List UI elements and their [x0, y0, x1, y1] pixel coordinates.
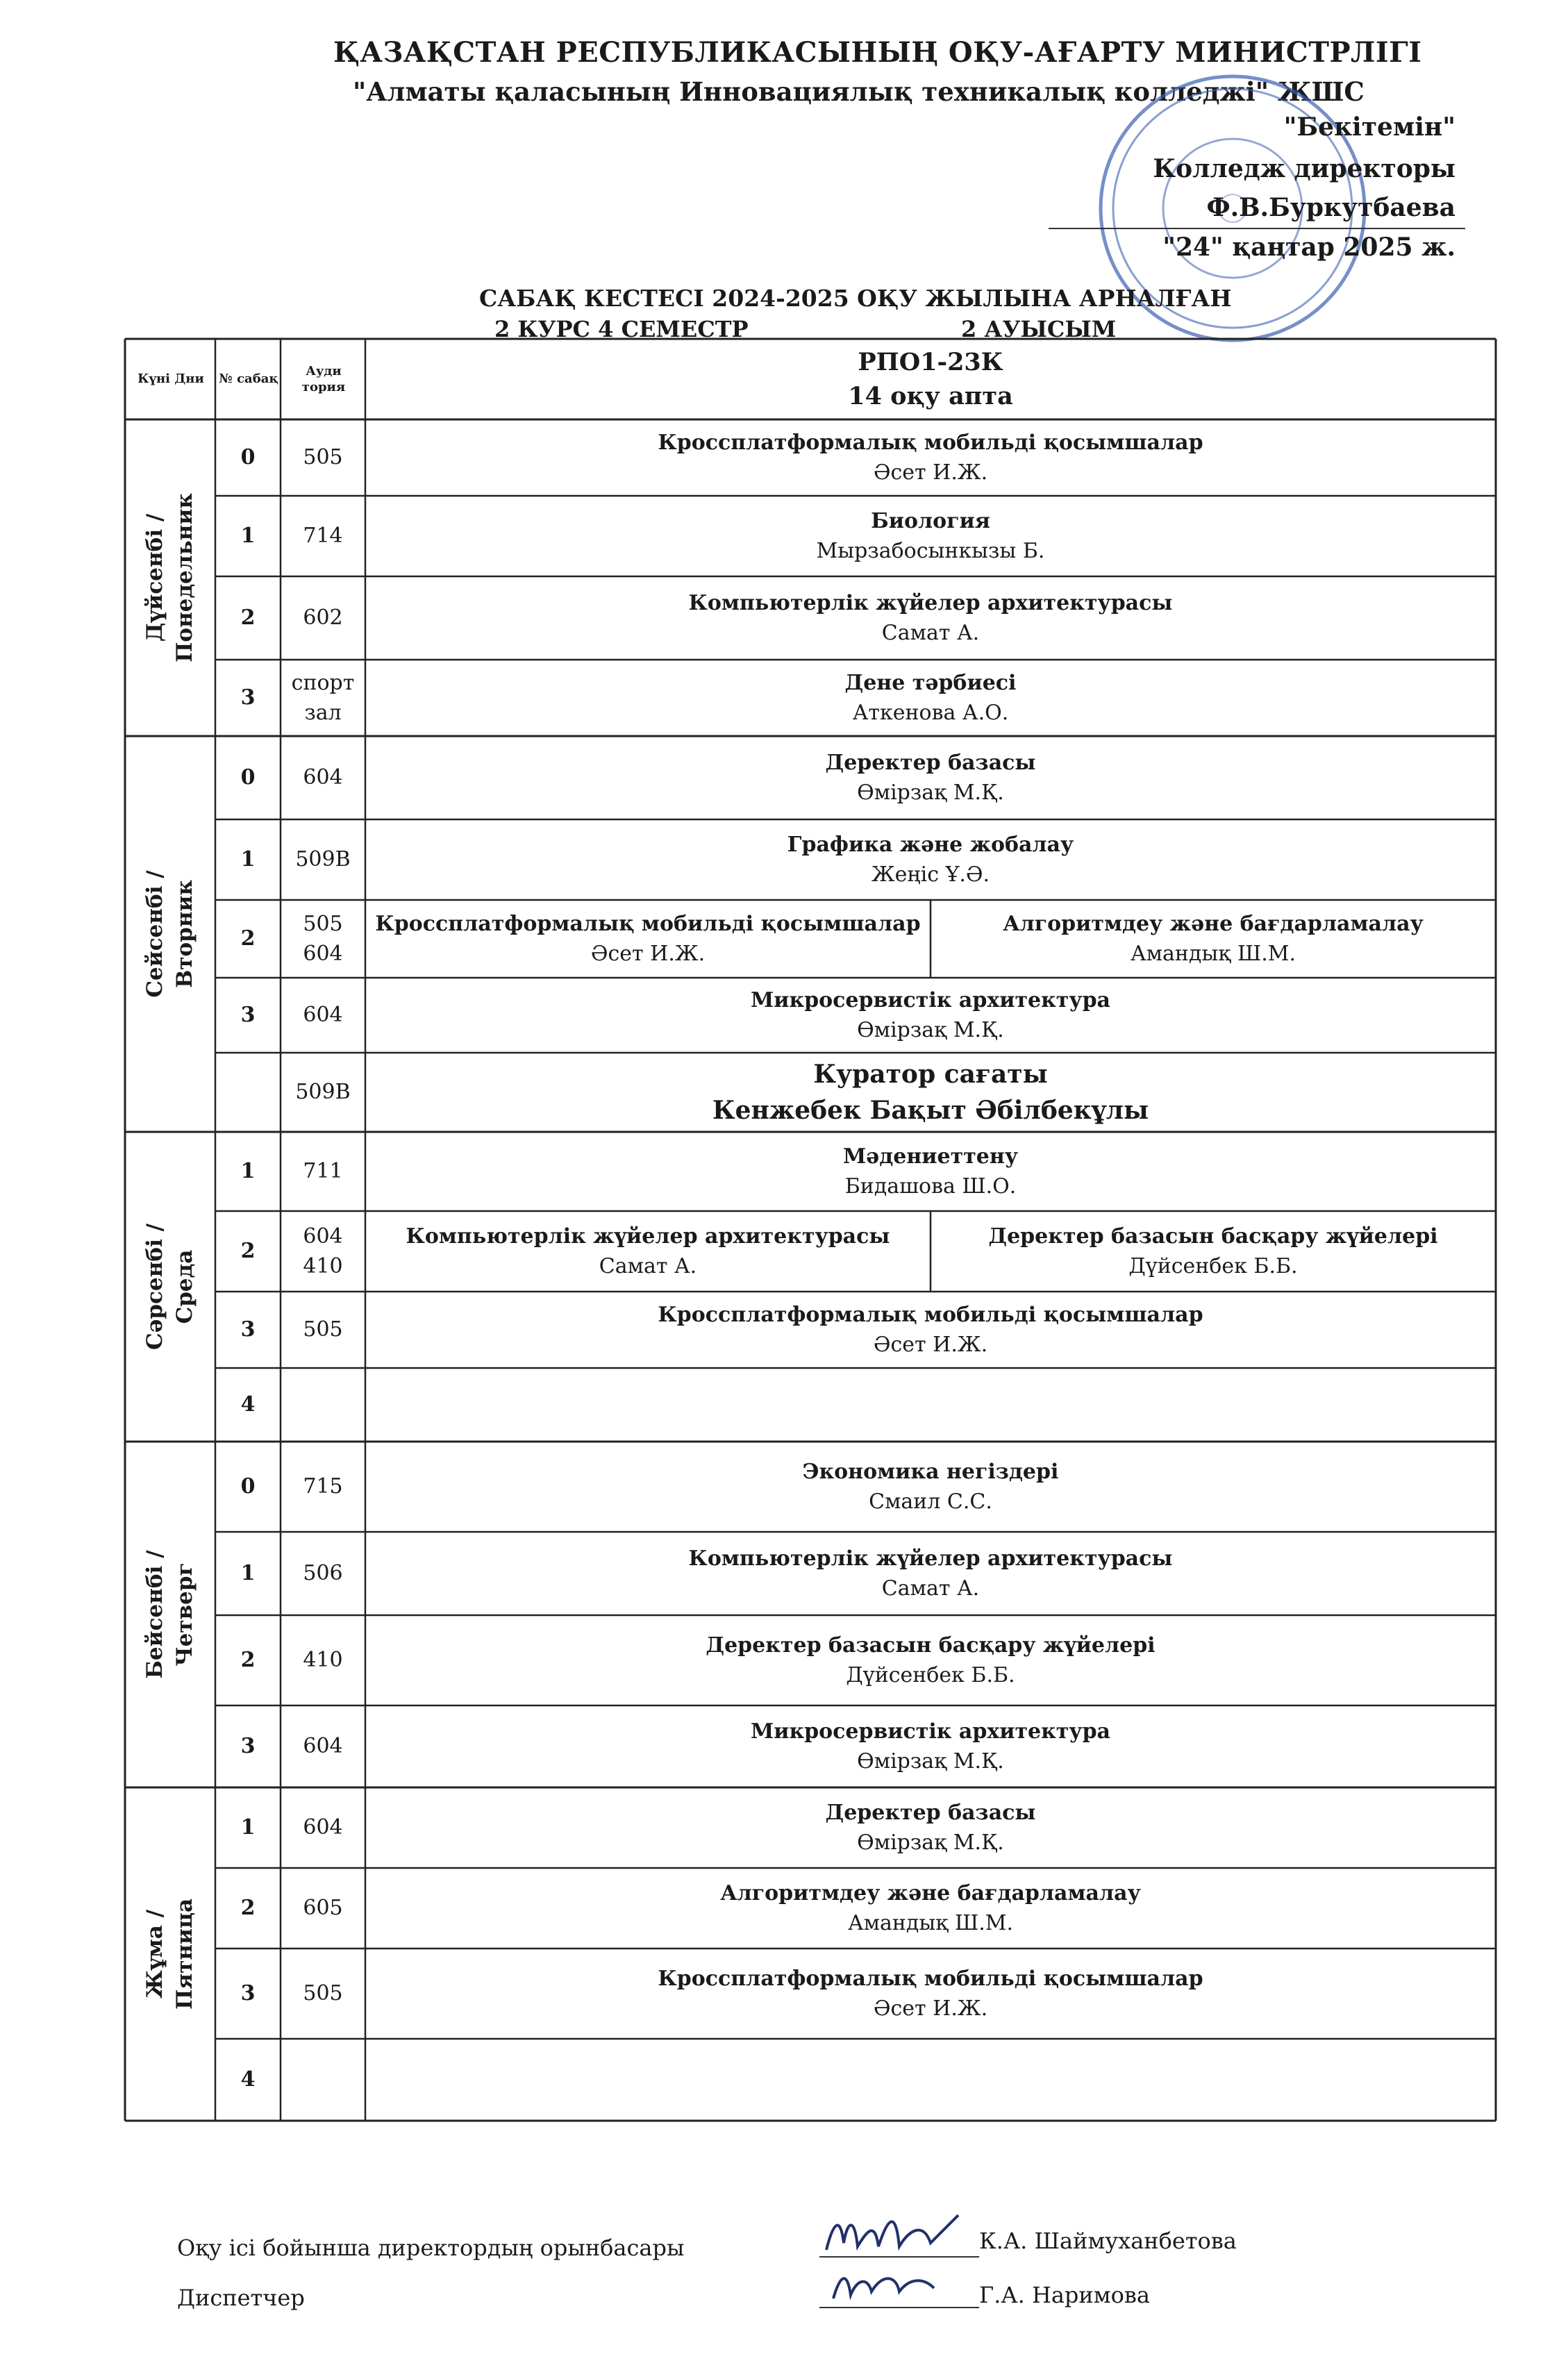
lesson-cell [365, 1053, 1496, 1132]
room-cell [281, 1211, 365, 1292]
subject-name: Дене тәрбиесі [844, 670, 1017, 695]
room-cell [281, 1705, 365, 1787]
room-number: 604 [303, 942, 343, 966]
room-number: 410 [303, 1648, 343, 1673]
subject-name: Экономика негіздері [802, 1459, 1059, 1484]
day-name: Понедельник [172, 493, 197, 662]
room-number: 604 [303, 1224, 343, 1249]
deputy-signature [819, 2208, 979, 2264]
lesson-number: 3 [240, 1003, 256, 1028]
lesson-number: 1 [240, 1159, 256, 1184]
room-cell [281, 736, 365, 819]
subject-name: Деректер базасы [825, 1800, 1036, 1825]
lesson-cell [365, 978, 1496, 1053]
day-label [125, 1442, 215, 1787]
day-name: Среда [172, 1249, 197, 1324]
room-cell [281, 496, 365, 576]
room-cell [281, 1368, 365, 1442]
day-name: Жұма / [142, 1910, 167, 1999]
lesson-cell [365, 736, 1496, 819]
day-name: Дүйсенбі / [142, 513, 167, 642]
lesson-number: 0 [240, 765, 256, 790]
day-name: Сейсенбі / [142, 870, 167, 998]
day-label [125, 1132, 215, 1442]
teacher-name: Өмірзақ М.Қ. [857, 1830, 1004, 1855]
day-name: Четверг [172, 1562, 197, 1667]
lesson-number: 1 [240, 1815, 256, 1840]
lesson-cell [931, 1211, 1496, 1292]
approval-director: Ф.В.Буркутбаева [1206, 193, 1456, 222]
subject-name: Мәдениеттену [842, 1144, 1019, 1169]
header-lesson-number: № сабақ [219, 372, 278, 387]
lesson-cell [365, 1787, 1496, 1868]
subject-name: Деректер базасы [825, 750, 1036, 775]
header-group [367, 340, 1494, 418]
lesson-cell [365, 1532, 1496, 1615]
lesson-cell [365, 819, 1496, 900]
room-cell [281, 978, 365, 1053]
room-number: 509В [295, 1080, 351, 1105]
deputy-role: Оқу ісі бойынша директордың орынбасары [177, 2235, 685, 2261]
subject-name: Кроссплатформалық мобильді қосымшалар [658, 1302, 1203, 1327]
college-header: "Алматы қаласының Инновациялық техникалық колледжі" ЖШС [353, 76, 1365, 107]
room-cell [281, 900, 365, 978]
room-number: 711 [303, 1159, 343, 1184]
teacher-name: Әсет И.Ж. [590, 942, 706, 966]
room-cell [281, 1442, 365, 1532]
room-number: 509В [295, 847, 351, 872]
lesson-cell [365, 1615, 1496, 1705]
dispatcher-role: Диспетчер [177, 2285, 305, 2311]
schedule-title: САБАҚ КЕСТЕСІ 2024-2025 ОҚУ ЖЫЛЫНА АРНАЛҒАН [479, 285, 1232, 312]
subject-name: Деректер базасын басқару жүйелері [988, 1224, 1438, 1249]
header-room: Ауди тория [301, 363, 346, 394]
teacher-name: Амандық Ш.М. [1130, 942, 1296, 966]
lesson-number: 2 [240, 1896, 256, 1921]
room-number: 604 [303, 1003, 343, 1028]
lesson-number: 2 [240, 926, 256, 951]
room-cell [281, 576, 365, 660]
lesson-cell [365, 1705, 1496, 1787]
approval-title: "Бекітемін" [1283, 112, 1456, 142]
teacher-name: Смаил С.С. [869, 1490, 992, 1514]
lesson-number: 1 [240, 847, 256, 872]
room-number: 505 [303, 1981, 343, 2006]
day-name: Бейсенбі / [142, 1550, 167, 1679]
room-number: 602 [303, 606, 343, 631]
header-day: Күні Дни [137, 372, 204, 387]
subject-name: Микросервистік архитектура [751, 1719, 1110, 1744]
subject-name: Микросервистік архитектура [751, 987, 1110, 1012]
teacher-name: Өмірзақ М.Қ. [857, 1749, 1004, 1774]
lesson-cell [365, 1868, 1496, 1949]
deputy-name: К.А. Шаймуханбетова [979, 2228, 1237, 2254]
shift: 2 АУЫСЫМ [961, 316, 1117, 342]
subject-name: Компьютерлік жүйелер архитектурасы [688, 1546, 1173, 1571]
room-number: спорт [291, 670, 355, 695]
teacher-name: Самат А. [599, 1254, 697, 1278]
teacher-name: Дүйсенбек Б.Б. [1128, 1254, 1298, 1278]
teacher-name: Бидашова Ш.О. [844, 1174, 1017, 1199]
lesson-number: 1 [240, 524, 256, 549]
room-cell [281, 1532, 365, 1615]
room-number: 715 [303, 1474, 343, 1499]
lesson-cell [365, 496, 1496, 576]
lesson-number: 0 [240, 445, 256, 470]
teacher-name: Әсет И.Ж. [873, 1333, 988, 1357]
room-number: 604 [303, 1734, 343, 1759]
lesson-number: 4 [240, 2067, 256, 2092]
lesson-cell [365, 2039, 1496, 2121]
subject-name: Графика және жобалау [787, 832, 1074, 857]
room-number: 505 [303, 445, 343, 470]
room-cell [281, 419, 365, 496]
lesson-number: 2 [240, 1648, 256, 1673]
lesson-number: 2 [240, 1239, 256, 1264]
group-name: РПО1-23К [858, 348, 1003, 376]
day-label [125, 736, 215, 1132]
room-number: 506 [303, 1561, 343, 1586]
dispatcher-name: Г.А. Наримова [979, 2282, 1150, 2308]
subject-name: Алгоритмдеу және бағдарламалау [720, 1880, 1141, 1905]
subject-name: Деректер базасын басқару жүйелері [706, 1633, 1156, 1658]
subject-name: Кроссплатформалық мобильді қосымшалар [658, 1966, 1203, 1991]
room-cell [281, 2039, 365, 2121]
lesson-cell [365, 1368, 1496, 1442]
teacher-name: Мырзабосынкызы Б. [816, 539, 1045, 563]
approval-position: Колледж директоры [1153, 154, 1456, 183]
day-name: Вторник [172, 880, 197, 988]
lesson-number: 1 [240, 1561, 256, 1586]
lesson-cell [365, 1211, 931, 1292]
teacher-name: Әсет И.Ж. [873, 1996, 988, 2021]
teacher-name: Амандық Ш.М. [847, 1911, 1014, 1935]
day-name: Пятница [172, 1898, 197, 2010]
room-cell [281, 1868, 365, 1949]
room-cell [281, 1787, 365, 1868]
room-cell [281, 1292, 365, 1368]
room-number: 714 [303, 524, 343, 549]
lesson-number [215, 1053, 281, 1132]
room-number: 505 [303, 1317, 343, 1342]
subject-name: Компьютерлік жүйелер архитектурасы [688, 590, 1173, 615]
room-cell [281, 1132, 365, 1211]
room-cell [281, 819, 365, 900]
lesson-cell [365, 576, 1496, 660]
lesson-number: 4 [240, 1392, 256, 1417]
lesson-cell [365, 1949, 1496, 2039]
room-number: 410 [303, 1254, 343, 1278]
subject-name: Биология [871, 508, 990, 533]
day-label [125, 419, 215, 736]
room-cell [281, 1949, 365, 2039]
day-name: Сәрсенбі / [142, 1224, 167, 1350]
day-label [125, 1787, 215, 2121]
teacher-name: Аткенова А.О. [852, 701, 1009, 725]
lesson-cell [365, 1292, 1496, 1368]
teacher-name: Самат А. [881, 621, 980, 645]
lesson-cell [365, 419, 1496, 496]
room-cell [281, 1615, 365, 1705]
teacher-name: Өмірзақ М.Қ. [857, 1018, 1004, 1042]
lesson-cell [931, 900, 1496, 978]
study-weeks: 14 оқу апта [848, 382, 1013, 410]
lesson-number: 2 [240, 606, 256, 631]
room-number: 604 [303, 765, 343, 790]
dispatcher-signature [819, 2260, 979, 2316]
lesson-number: 0 [240, 1474, 256, 1499]
subject-name: Кроссплатформалық мобильді қосымшалар [375, 911, 921, 936]
teacher-name: Жеңіс Ұ.Ә. [871, 862, 990, 887]
lesson-cell [365, 1132, 1496, 1211]
ministry-header: ҚАЗАҚСТАН РЕСПУБЛИКАСЫНЫҢ ОҚУ-АҒАРТУ МИНИСТРЛІГІ [333, 36, 1422, 69]
teacher-name: Әсет И.Ж. [873, 460, 988, 485]
room-cell [281, 1053, 365, 1132]
lesson-number: 3 [240, 1734, 256, 1759]
room-number: 505 [303, 911, 343, 936]
room-number: зал [304, 701, 342, 725]
subject-name: Куратор сағаты [813, 1059, 1048, 1089]
lesson-number: 3 [240, 1317, 256, 1342]
teacher-name: Дүйсенбек Б.Б. [846, 1663, 1015, 1687]
course-semester: 2 КУРС 4 СЕМЕСТР [494, 316, 749, 342]
approval-date: "24" қаңтар 2025 ж. [1162, 233, 1456, 262]
room-number: 604 [303, 1815, 343, 1840]
subject-name: Кроссплатформалық мобильді қосымшалар [658, 430, 1203, 455]
lesson-cell [365, 1442, 1496, 1532]
lesson-number: 3 [240, 685, 256, 710]
subject-name: Алгоритмдеу және бағдарламалау [1003, 911, 1424, 936]
teacher-name: Өмірзақ М.Қ. [857, 781, 1004, 805]
room-number: 605 [303, 1896, 343, 1921]
lesson-cell [365, 660, 1496, 736]
teacher-name: Самат А. [881, 1576, 980, 1601]
lesson-cell [365, 900, 931, 978]
lesson-number: 3 [240, 1981, 256, 2006]
room-cell [281, 660, 365, 736]
subject-name: Компьютерлік жүйелер архитектурасы [406, 1224, 890, 1249]
teacher-name: Кенжебек Бақыт Әбілбекұлы [712, 1096, 1149, 1125]
